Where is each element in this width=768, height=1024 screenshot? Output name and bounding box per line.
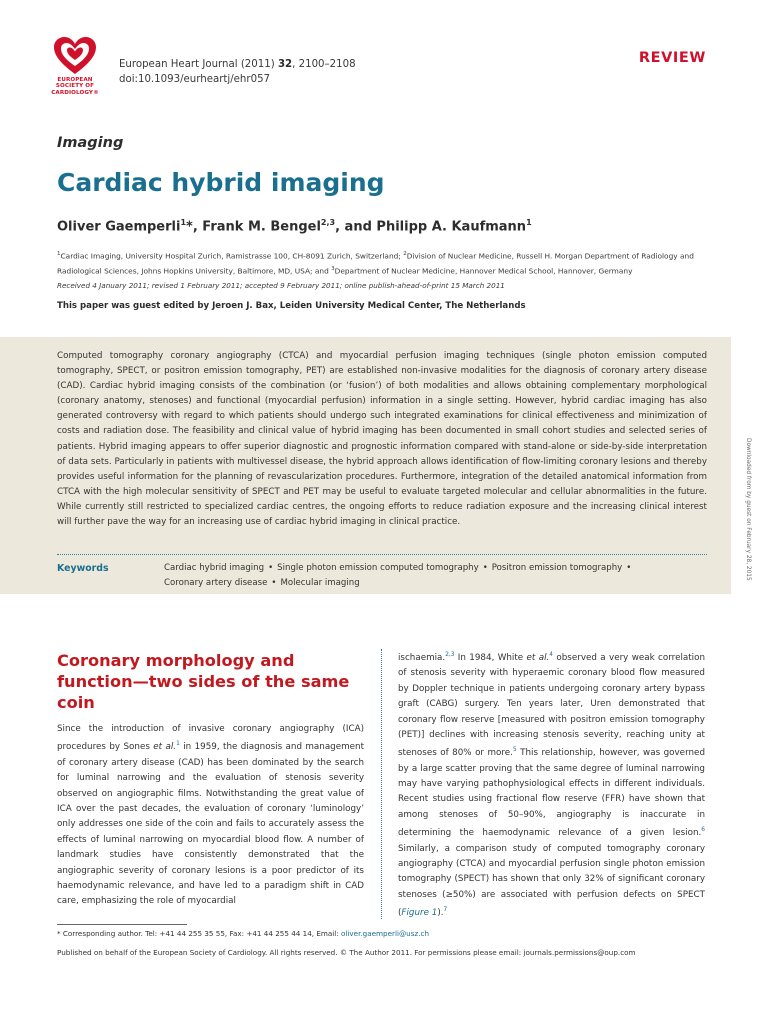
esc-logo <box>44 36 106 96</box>
keywords-label: Keywords <box>57 563 109 574</box>
section-label: Imaging <box>57 135 124 151</box>
download-watermark: Downloaded from by guest on February 28, 2015 <box>745 438 751 581</box>
body-column-right: ischaemia.$^{2,3}$ In 1984, White et al.$^4$ observed a very weak correlation of stenosis severity with hyperaemic coronary blood flow measured by Doppler technique in patients undergoing coronary artery bypass graft (CABG) surgery. Ten years later, Uren demonstrated that coronary flow reserve [measured with positron emission tomography (PET)] declines with increasing stenosis severity, reaching unity at stenoses of 80% or more.$^5$ This relationship, however, was governed by a large scatter proving that the same degree of luminal narrowing may have varying pathophysiological effects in different individuals. Recent studies using fractional flow reserve (FFR) have shown that among stenoses of 50–90%, angiography is inaccurate in determining the haemodynamic relevance of a given lesion.$^6$ Similarly, a comparison study of computed tomography coronary angiography (CTCA) and myocardial perfusion single photon emission tomography (SPECT) has shown that only 32% of significant coronary stenoses (≥50%) are associated with perfusion defects on SPECT (Figure 1).$^7$ <box>398 652 706 919</box>
section-heading: Coronary morphology and function—two sides of the same coin <box>57 651 350 712</box>
article-type-label: REVIEW <box>638 50 706 66</box>
received-dates: Received 4 January 2011; revised 1 February 2011; accepted 9 February 2011; online publish-ahead-of-print 15 March 2011 <box>57 281 505 290</box>
citation-link[interactable]: 5 <box>512 747 517 754</box>
esc-logo-text: EUROPEAN SOCIETY OF CARDIOLOGY® <box>51 77 99 96</box>
guest-editor-note: This paper was guest edited by Jeroen J. Bax, Leiden University Medical Center, The Netherlands <box>57 301 526 311</box>
footnote-divider <box>57 924 187 925</box>
keywords-divider <box>57 554 707 555</box>
keyword: Positron emission tomography <box>491 563 623 573</box>
column-divider <box>381 649 382 919</box>
citation-link[interactable]: 6 <box>701 827 705 834</box>
affiliations: $^1$Cardiac Imaging, University Hospital Zurich, Ramistrasse 100, CH-8091 Zurich, Switzerland; $^2$Division of Nuclear Medicine, Russell H. Morgan Department of Radiology and Radiological Sciences, Johns Hopkins University, Baltimore, MD, USA; and $^3$Department of Nuclear Medicine, Hannover Medical School, Hannover, Germany <box>57 251 694 276</box>
abstract-text: Computed tomography coronary angiography (CTCA) and myocardial perfusion imaging techniques (single photon emission computed tomography, SPECT, or positron emission tomography, PET) are established non-invasive modalities for the diagnosis of coronary artery disease (CAD). Cardiac hybrid imaging consists of the combination (or ‘fusion’) of both modalities and allows obtaining complementary morphological (coronary anatomy, stenoses) and functional (myocardial perfusion) information in a single setting. However, hybrid cardiac imaging has also generated controversy with regard to which patients should undergo such integrated examinations for clinical effectiveness and minimization of costs and radiation dose. The feasibility and clinical value of hybrid imaging has been documented in small cohort studies and selected series of patients. Hybrid imaging appears to offer superior diagnostic and prognostic information compared with stand-alone or side-by-side interpretation of data sets. Particularly in patients with multivessel disease, the hybrid approach allows identification of flow-limiting coronary lesions and thereby provides useful information for the planning of revascularization procedures. Furthermore, integration of the detailed anatomical information from CTCA with the high molecular sensitivity of SPECT and PET may be useful to evaluate targeted molecular and cellular abnormalities in the future. While currently still restricted to specialized cardiac centres, the ongoing efforts to reduce radiation exposure and the increasing clinical interest will further pave the way for an increasing use of cardiac hybrid imaging in clinical practice. <box>57 351 707 528</box>
keyword: Molecular imaging <box>280 578 360 588</box>
doi[interactable]: doi:10.1093/eurheartj/ehr057 <box>119 74 271 85</box>
citation-link[interactable]: 2,3 <box>445 652 455 658</box>
keyword: Coronary artery disease <box>164 578 268 588</box>
corresponding-author-note: * Corresponding author. Tel: +41 44 255 35 55, Fax: +41 44 255 44 14, Email: oliver.gaemperli@usz.ch <box>57 929 430 938</box>
journal-citation: European Heart Journal (2011) 32, 2100–2108 doi:10.1093/eurheartj/ehr057 <box>119 59 356 85</box>
keywords-list: Cardiac hybrid imaging • Single photon emission computed tomography • Positron emission tomography • Coronary artery disease • Molecular imaging <box>164 563 632 588</box>
author-list: Oliver Gaemperli$^1$*, Frank M. Bengel$^{2,3}$, and Philipp A. Kaufmann$^1$ <box>57 218 532 235</box>
heart-logo-icon <box>52 36 98 76</box>
citation-link[interactable]: 4 <box>549 652 553 658</box>
publisher-note: Published on behalf of the European Society of Cardiology. All rights reserved. © The Author 2011. For permissions please email: journals.permissions@oup.com <box>57 948 636 957</box>
citation-link[interactable]: 1 <box>176 741 180 748</box>
figure-link[interactable]: Figure 1 <box>401 908 438 919</box>
article-title: Cardiac hybrid imaging <box>57 168 385 197</box>
author-name: Philipp A. Kaufmann <box>376 219 527 235</box>
citation-link[interactable]: 7 <box>443 907 448 914</box>
author-name: Oliver Gaemperli <box>57 219 181 235</box>
author-email-link[interactable]: oliver.gaemperli@usz.ch <box>341 929 430 938</box>
keyword: Single photon emission computed tomography <box>277 563 479 573</box>
author-name: Frank M. Bengel <box>202 219 321 235</box>
keyword: Cardiac hybrid imaging <box>164 563 265 573</box>
body-column-left: Since the introduction of invasive coronary angiography (ICA) procedures by Sones et al.$^1$ in 1959, the diagnosis and management of coronary artery disease (CAD) has been dominated by the search for luminal narrowing and the evaluation of stenosis severity observed on angiographic films. Notwithstanding the great value of ICA over the past decades, the evaluation of coronary ‘luminology’ only addresses one side of the coin and fails to accurately assess the effects of luminal narrowing on myocardial blood flow. A number of landmark studies have consistently demonstrated that the angiographic severity of coronary lesions is a poor predictor of its haemodynamic relevance, and have led to a paradigm shift in CAD care, emphasizing the role of myocardial <box>57 724 365 907</box>
